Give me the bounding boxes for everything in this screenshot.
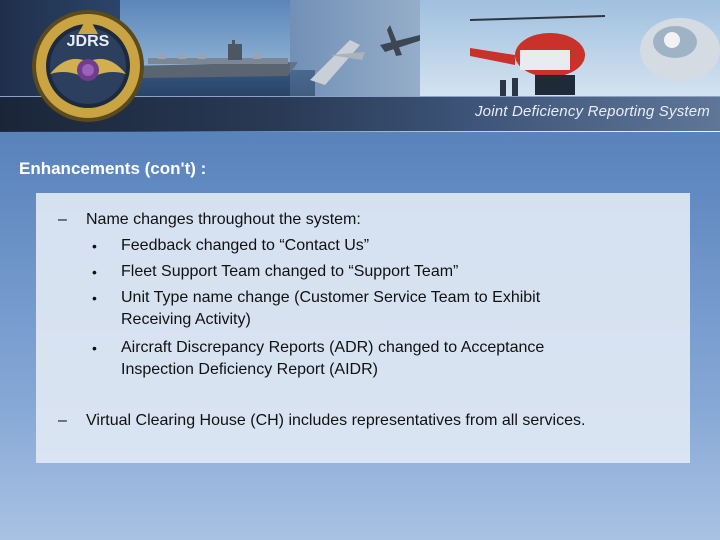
sub-item-adr-line1: Aircraft Discrepancy Reports (ADR) changed to Acceptance [121,339,545,356]
slide-heading: Enhancements (con't) : [19,159,207,178]
item-dash: – [58,211,67,228]
aircraft-carrier-icon [128,40,298,80]
sub-item-support-team: Fleet Support Team changed to “Support Team” [121,263,459,280]
system-title: Joint Deficiency Reporting System [474,103,710,120]
header-banner [0,0,720,132]
sub-bullet: • [92,264,97,280]
list-item-name-changes: Name changes throughout the system: [86,211,361,228]
helicopter-icon [460,10,610,100]
sub-bullet: • [92,340,97,356]
sub-item-adr-line2: Inspection Deficiency Report (AIDR) [121,361,378,378]
sub-item-unit-type-line2: Receiving Activity) [121,311,251,328]
sub-item-feedback: Feedback changed to “Contact Us” [121,237,370,254]
jdrs-seal-logo [28,4,148,126]
sub-item-unit-type-line1: Unit Type name change (Customer Service Team to Exhibit [121,289,541,306]
sub-bullet: • [92,290,97,306]
sub-bullet: • [92,238,97,254]
item-dash: – [58,412,67,429]
list-item-virtual-clearing-house: Virtual Clearing House (CH) includes representatives from all services. [86,412,586,429]
content-box [36,193,690,463]
fighter-jet-icon [290,0,430,100]
svg-text:JDRS: JDRS [66,33,110,50]
jet-cockpit-icon [610,0,720,100]
